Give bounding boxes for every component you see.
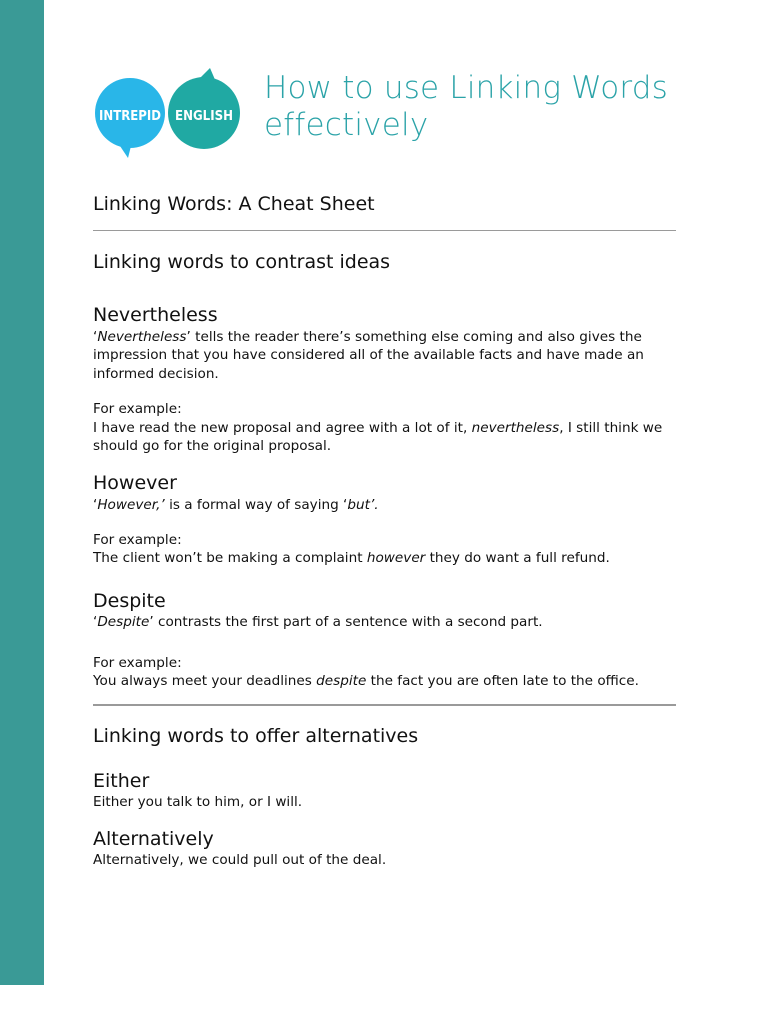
section-heading-alternatives: Linking words to offer alternatives xyxy=(93,725,419,747)
example-label: For example: xyxy=(93,532,182,548)
logo-text-intrepid: INTREPID xyxy=(99,108,161,124)
term-italic: However,’ xyxy=(97,497,165,513)
page-title-line-2: effectively xyxy=(264,107,429,143)
quote-mark: ‘ xyxy=(93,329,98,345)
logo-text-english: ENGLISH xyxy=(175,108,233,124)
section-heading-contrast: Linking words to contrast ideas xyxy=(93,251,391,273)
page-title xyxy=(264,70,704,144)
example-text: the fact you are often late to the office. xyxy=(366,673,639,689)
example-text: The client won’t be making a complaint xyxy=(93,550,367,566)
term-heading-nevertheless: Nevertheless xyxy=(93,304,218,326)
cheat-sheet-title: Linking Words: A Cheat Sheet xyxy=(93,193,375,215)
term-heading-despite: Despite xyxy=(93,590,166,612)
example-sentence-however xyxy=(93,549,677,567)
term-heading-either: Either xyxy=(93,770,150,792)
divider xyxy=(93,704,676,706)
example-label: For example: xyxy=(93,655,182,671)
quote-mark: ’ xyxy=(149,614,154,630)
definition-text: is a formal way of saying ‘ xyxy=(164,497,348,513)
term-definition-either: Either you talk to him, or I will. xyxy=(93,794,303,810)
quote-mark: ‘ xyxy=(93,614,98,630)
quote-mark: ‘ xyxy=(93,497,98,513)
divider xyxy=(93,230,676,231)
example-term-italic: nevertheless xyxy=(471,420,560,436)
example-label: For example: xyxy=(93,401,182,417)
term-italic: Nevertheless xyxy=(97,329,187,345)
quote-mark: ’ xyxy=(186,329,191,345)
example-sentence-despite xyxy=(93,672,677,690)
definition-text: contrasts the first part of a sentence with a second part. xyxy=(153,614,543,630)
example-sentence-nevertheless xyxy=(93,419,677,456)
example-text: I have read the new proposal and agree with a lot of it, xyxy=(93,420,472,436)
term-heading-alternatively: Alternatively xyxy=(93,828,214,850)
example-term-italic: however xyxy=(366,550,426,566)
term-heading-however: However xyxy=(93,472,177,494)
example-text: You always meet your deadlines xyxy=(93,673,317,689)
example-text: they do want a full refund. xyxy=(425,550,610,566)
page-title-line-1: How to use Linking Words xyxy=(264,70,669,106)
term-definition-despite xyxy=(93,613,677,631)
example-term-italic: despite xyxy=(316,673,367,689)
term-definition-alternatively: Alternatively, we could pull out of the deal. xyxy=(93,852,387,868)
example-text: , I still think we should go for the original proposal. xyxy=(93,420,663,455)
term-definition-nevertheless xyxy=(93,328,677,383)
term-italic: but’. xyxy=(347,497,379,513)
intrepid-english-logo xyxy=(92,68,244,158)
term-italic: Despite xyxy=(97,614,150,630)
definition-text: tells the reader there’s something else coming and also gives the impression that you have considered all of the available facts and have made an informed decision. xyxy=(93,329,644,382)
sidebar-accent-bar xyxy=(0,0,44,985)
term-definition-however xyxy=(93,496,677,514)
